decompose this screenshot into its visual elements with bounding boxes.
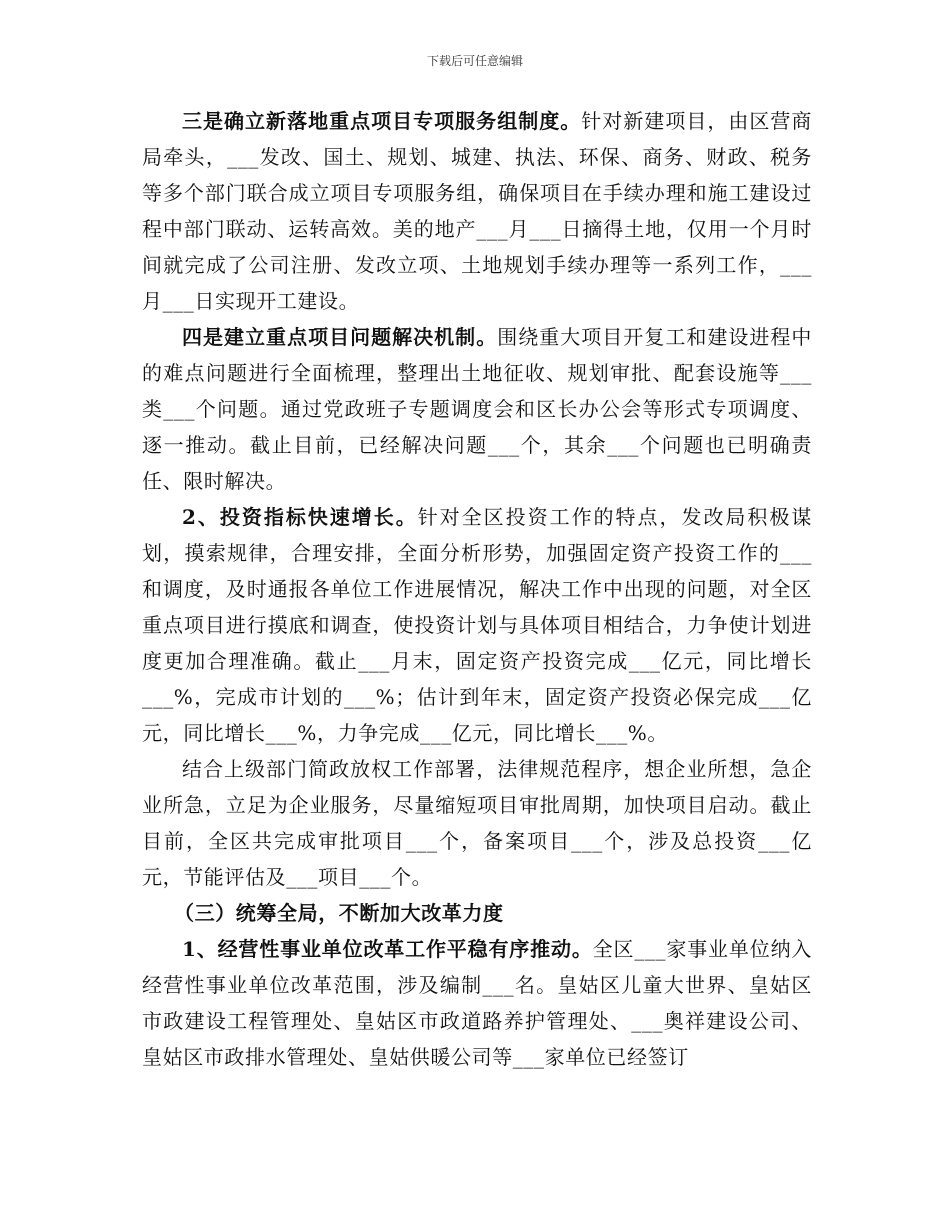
paragraph-text: 结合上级部门简政放权工作部署，法律规范程序，想企业所想，急企业所急，立足为企业服务，尽量缩短项目审批周期，加快项目启动。截止目前，全区共完成审批项目___个，备案项目___个，涉及总投资___亿元，节能评估及___项目___个。 <box>142 757 812 889</box>
paragraph-lead: 三是确立新落地重点项目专项服务组制度。 <box>182 109 582 133</box>
document-body <box>142 103 812 1075</box>
page-header: 下载后可任意编辑 <box>426 54 523 68</box>
paragraph-lead: 2、投资指标快速增长。 <box>182 505 418 529</box>
paragraph-text: 全区___家事业单位纳入经营性事业单位改革范围，涉及编制___名。皇姑区儿童大世界、皇姑区市政建设工程管理处、皇姑区市政道路养护管理处、___奥祥建设公司、皇姑区市政排水管理处、皇姑供暖公司等___家单位已经签订 <box>142 937 813 1069</box>
paragraph-text: 针对新建项目，由区营商局牵头，___发改、国土、规划、城建、执法、环保、商务、财政、税务等多个部门联合成立项目专项服务组，确保项目在手续办理和施工建设过程中部门联动、运转高效。美的地产___月___日摘得土地，仅用一个月时间就完成了公司注册、发改立项、土地规划手续办理等一系列工作，___月___日实现开工建设。 <box>142 109 812 313</box>
paragraph-investment-growth <box>142 499 812 751</box>
paragraph-problem-mechanism <box>142 319 812 499</box>
paragraph-lead: 四是建立重点项目问题解决机制。 <box>182 325 498 349</box>
section-heading-text: （三）统筹全局，不断加大改革力度 <box>174 901 504 925</box>
paragraph-approval-streamlining <box>142 751 812 895</box>
paragraph-lead: 1、经营性事业单位改革工作平稳有序推动。 <box>182 937 593 961</box>
paragraph-service-group <box>142 103 812 319</box>
paragraph-reform <box>142 931 812 1075</box>
paragraph-text: 针对全区投资工作的特点，发改局积极谋划，摸索规律，合理安排，全面分析形势，加强固定资产投资工作的___和调度，及时通报各单位工作进展情况，解决工作中出现的问题，对全区重点项目进行摸底和调查，使投资计划与具体项目相结合，力争使计划进度更加合理准确。截止___月末，固定资产投资完成___亿元，同比增长___%，完成市计划的___%；估计到年末，固定资产投资必保完成___亿元，同比增长___%，力争完成___亿元，同比增长___%。 <box>142 505 812 745</box>
section-heading <box>142 895 812 931</box>
paragraph-text: 围绕重大项目开复工和建设进程中的难点问题进行全面梳理，整理出土地征收、规划审批、配套设施等___类___个问题。通过党政班子专题调度会和区长办公会等形式专项调度、逐一推动。截止目前，已经解决问题___个，其余___个问题也已明确责任、限时解决。 <box>142 325 813 493</box>
